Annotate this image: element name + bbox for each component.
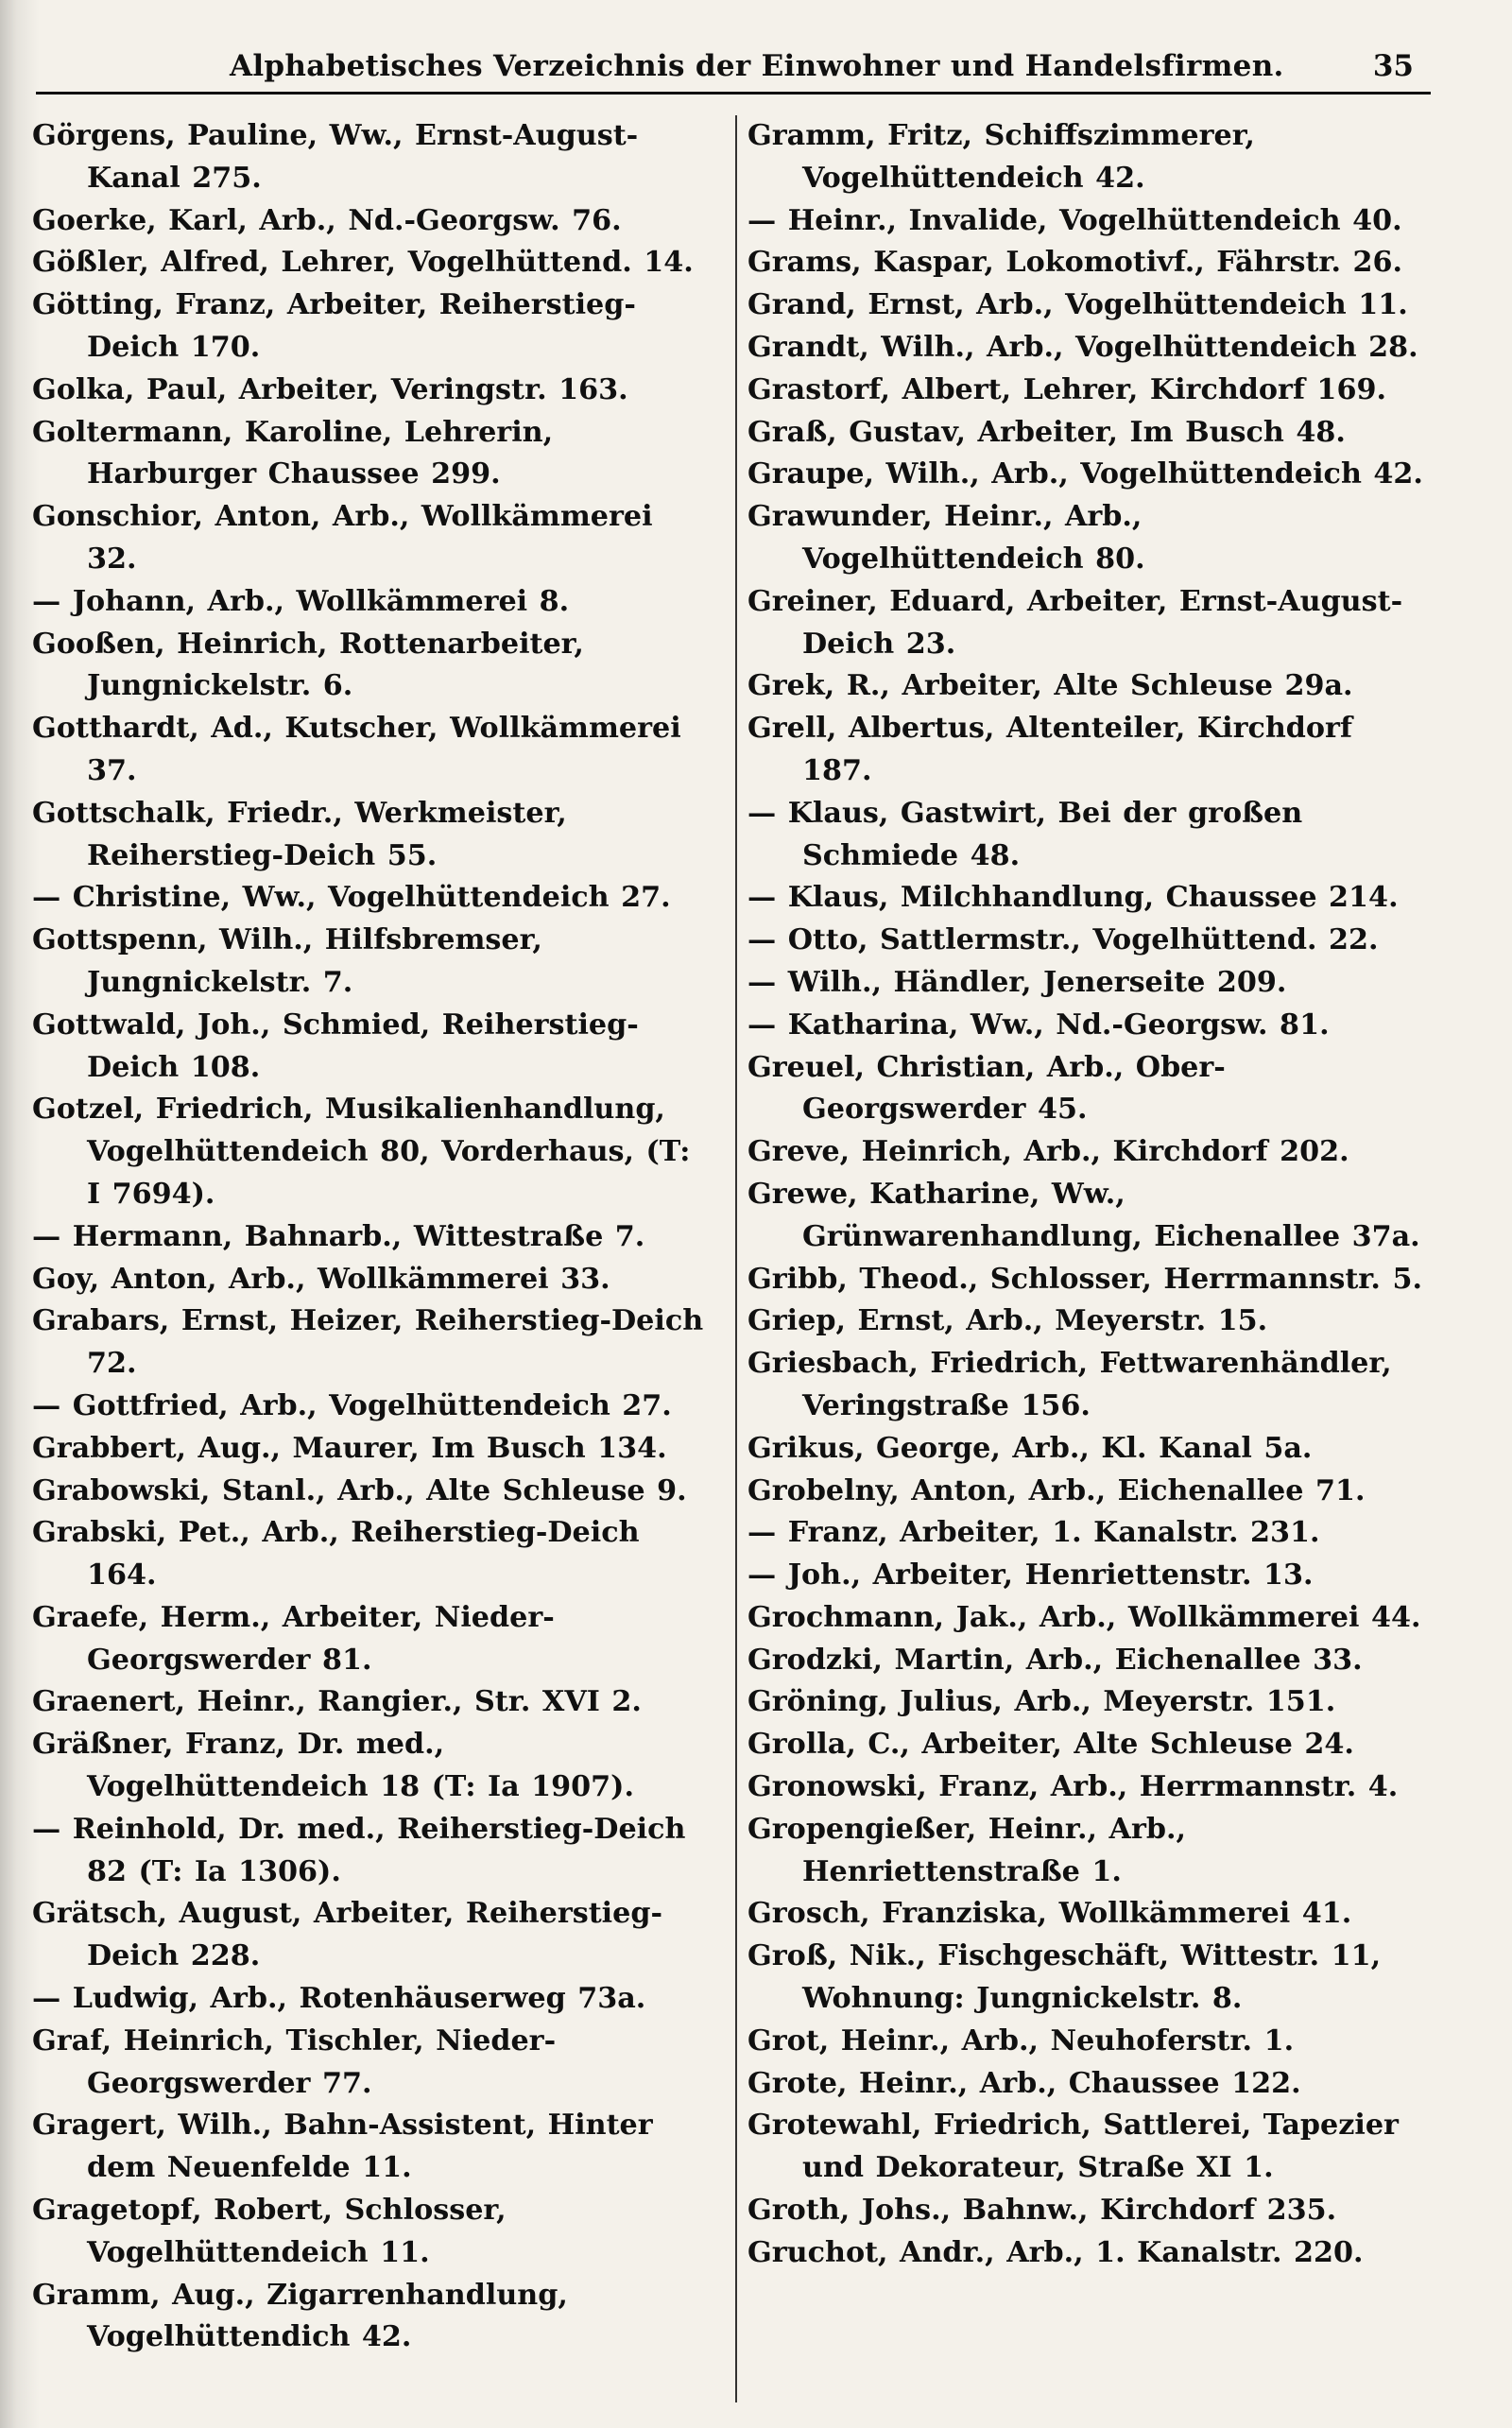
left-entry: Golka, Paul, Arbeiter, Veringstr. 163. — [32, 372, 628, 406]
page-number: 35 — [1372, 49, 1414, 83]
right-entry: Greuel, Christian, Arb., Ober-Georgswerder 45. — [747, 1050, 1226, 1127]
right-entry: Grobelny, Anton, Arb., Eichenallee 71. — [747, 1473, 1366, 1507]
left-entry: Gottschalk, Friedr., Werkmeister, Reiherstieg-Deich 55. — [32, 796, 567, 872]
right-entry: Groß, Nik., Fischgeschäft, Wittestr. 11, Wohnung: Jungnickelstr. 8. — [747, 1939, 1382, 2016]
directory-columns — [32, 115, 1431, 2402]
left-entry: Götting, Franz, Arbeiter, Reiherstieg-Deich 170. — [32, 288, 636, 364]
right-entry: Grot, Heinr., Arb., Neuhoferstr. 1. — [747, 2023, 1295, 2058]
right-entry: Grochmann, Jak., Arb., Wollkämmerei 44. — [747, 1600, 1421, 1634]
left-entry: Goerke, Karl, Arb., Nd.-Georgsw. 76. — [32, 203, 622, 237]
right-entry: Grand, Ernst, Arb., Vogelhüttendeich 11. — [747, 288, 1408, 322]
running-head-title: Alphabetisches Verzeichnis der Einwohner und Handelsfirmen. — [230, 49, 1284, 83]
right-entry: — Heinr., Invalide, Vogelhüttendeich 40. — [747, 203, 1402, 237]
right-entry: Gronowski, Franz, Arb., Herrmannstr. 4. — [747, 1770, 1399, 1804]
page-header — [36, 43, 1431, 95]
right-entry: Greiner, Eduard, Arbeiter, Ernst-August-Deich 23. — [747, 584, 1403, 661]
right-entry: Gribb, Theod., Schlosser, Herrmannstr. 5. — [747, 1262, 1422, 1296]
right-entry: — Klaus, Milchhandlung, Chaussee 214. — [747, 881, 1399, 915]
right-entry: — Katharina, Ww., Nd.-Georgsw. 81. — [747, 1007, 1330, 1042]
right-entry: Grawunder, Heinr., Arb., Vogelhüttendeich 80. — [747, 500, 1145, 576]
right-entry: — Franz, Arbeiter, 1. Kanalstr. 231. — [747, 1516, 1320, 1550]
left-entry: Grabski, Pet., Arb., Reiherstieg-Deich 164. — [32, 1516, 640, 1593]
right-entry: Grotewahl, Friedrich, Sattlerei, Tapezier und Dekorateur, Straße XI 1. — [747, 2109, 1399, 2185]
left-entry: Grabars, Ernst, Heizer, Reiherstieg-Deich 72. — [32, 1304, 704, 1381]
right-entry: Griesbach, Friedrich, Fettwarenhändler, Veringstraße 156. — [747, 1347, 1392, 1422]
right-entry: — Klaus, Gastwirt, Bei der großen Schmiede 48. — [747, 796, 1303, 872]
left-entry: Gooßen, Heinrich, Rottenarbeiter, Jungnickelstr. 6. — [32, 627, 584, 703]
right-entry: — Wilh., Händler, Jenerseite 209. — [747, 965, 1287, 999]
left-entry: Goltermann, Karoline, Lehrerin, Harburger Chaussee 299. — [32, 415, 554, 491]
left-entry: — Johann, Arb., Wollkämmerei 8. — [32, 584, 570, 618]
left-entry: — Gottfried, Arb., Vogelhüttendeich 27. — [32, 1388, 672, 1422]
right-entry: Gropengießer, Heinr., Arb., Henriettenstraße 1. — [747, 1812, 1186, 1888]
left-entry: — Christine, Ww., Vogelhüttendeich 27. — [32, 881, 671, 915]
left-entry: Gonschior, Anton, Arb., Wollkämmerei 32. — [32, 500, 653, 576]
left-entry: Graf, Heinrich, Tischler, Nieder-Georgswerder 77. — [32, 2023, 557, 2100]
right-entry: — Joh., Arbeiter, Henriettenstr. 13. — [747, 1558, 1314, 1593]
left-entry: Gottspenn, Wilh., Hilfsbremser, Jungnickelstr. 7. — [32, 923, 542, 999]
right-entry: Grewe, Katharine, Ww., Grünwarenhandlung, Eichenallee 37a. — [747, 1177, 1420, 1253]
left-entry: Gragert, Wilh., Bahn-Assistent, Hinter dem Neuenfelde 11. — [32, 2109, 653, 2185]
left-entry: Gotthardt, Ad., Kutscher, Wollkämmerei 37. — [32, 712, 681, 787]
right-entry: — Otto, Sattlermstr., Vogelhüttend. 22. — [747, 923, 1379, 957]
left-entry: Gottwald, Joh., Schmied, Reiherstieg-Deich 108. — [32, 1007, 639, 1084]
left-entry: Gräßner, Franz, Dr. med., Vogelhüttendeich 18 (T: Ia 1907). — [32, 1728, 634, 1804]
left-entry: Goy, Anton, Arb., Wollkämmerei 33. — [32, 1262, 610, 1296]
left-entry: Graefe, Herm., Arbeiter, Nieder-Georgswerder 81. — [32, 1600, 555, 1677]
left-entry: Gramm, Aug., Zigarrenhandlung, Vogelhüttendich 42. — [32, 2278, 568, 2354]
left-entry: — Hermann, Bahnarb., Wittestraße 7. — [32, 1219, 645, 1253]
right-entry: Graupe, Wilh., Arb., Vogelhüttendeich 42. — [747, 457, 1423, 491]
left-column — [32, 115, 727, 2402]
right-entry: Greve, Heinrich, Arb., Kirchdorf 202. — [747, 1135, 1349, 1169]
right-entry: Grikus, George, Arb., Kl. Kanal 5a. — [747, 1431, 1313, 1465]
right-entry: Gruchot, Andr., Arb., 1. Kanalstr. 220. — [747, 2235, 1364, 2269]
right-entry: Grodzki, Martin, Arb., Eichenallee 33. — [747, 1643, 1363, 1677]
right-entry: Grote, Heinr., Arb., Chaussee 122. — [747, 2066, 1301, 2100]
right-entry: Grek, R., Arbeiter, Alte Schleuse 29a. — [747, 669, 1353, 703]
right-entry: Graß, Gustav, Arbeiter, Im Busch 48. — [747, 415, 1346, 449]
right-entry: Grell, Albertus, Altenteiler, Kirchdorf 187. — [747, 712, 1352, 787]
left-entry: Grabowski, Stanl., Arb., Alte Schleuse 9. — [32, 1473, 687, 1507]
left-entry: — Reinhold, Dr. med., Reiherstieg-Deich 82 (T: Ia 1306). — [32, 1812, 686, 1888]
left-entry: Görgens, Pauline, Ww., Ernst-August-Kanal 275. — [32, 119, 639, 195]
left-entry: Grätsch, August, Arbeiter, Reiherstieg-Deich 228. — [32, 1897, 662, 1973]
right-entry: Grastorf, Albert, Lehrer, Kirchdorf 169. — [747, 372, 1386, 406]
right-entry: Grandt, Wilh., Arb., Vogelhüttendeich 28. — [747, 330, 1418, 364]
right-column — [747, 115, 1442, 2402]
right-entry: Grosch, Franziska, Wollkämmerei 41. — [747, 1897, 1352, 1931]
right-entry: Gröning, Julius, Arb., Meyerstr. 151. — [747, 1685, 1336, 1719]
right-entry: Gramm, Fritz, Schiffszimmerer, Vogelhüttendeich 42. — [747, 119, 1255, 195]
left-entry: Gragetopf, Robert, Schlosser, Vogelhüttendeich 11. — [32, 2194, 507, 2269]
left-entry: Grabbert, Aug., Maurer, Im Busch 134. — [32, 1431, 667, 1465]
left-entry: Graenert, Heinr., Rangier., Str. XVI 2. — [32, 1685, 642, 1719]
left-entry: Gößler, Alfred, Lehrer, Vogelhüttend. 14. — [32, 246, 694, 280]
left-entry: — Ludwig, Arb., Rotenhäuserweg 73a. — [32, 1982, 646, 2016]
right-entry: Groth, Johs., Bahnw., Kirchdorf 235. — [747, 2194, 1337, 2228]
right-entry: Grams, Kaspar, Lokomotivf., Fährstr. 26. — [747, 246, 1403, 280]
left-entry: Gotzel, Friedrich, Musikalienhandlung, Vogelhüttendeich 80, Vorderhaus, (T: I 7694). — [32, 1093, 691, 1211]
right-entry: Grolla, C., Arbeiter, Alte Schleuse 24. — [747, 1728, 1354, 1762]
right-entry: Griep, Ernst, Arb., Meyerstr. 15. — [747, 1304, 1268, 1338]
